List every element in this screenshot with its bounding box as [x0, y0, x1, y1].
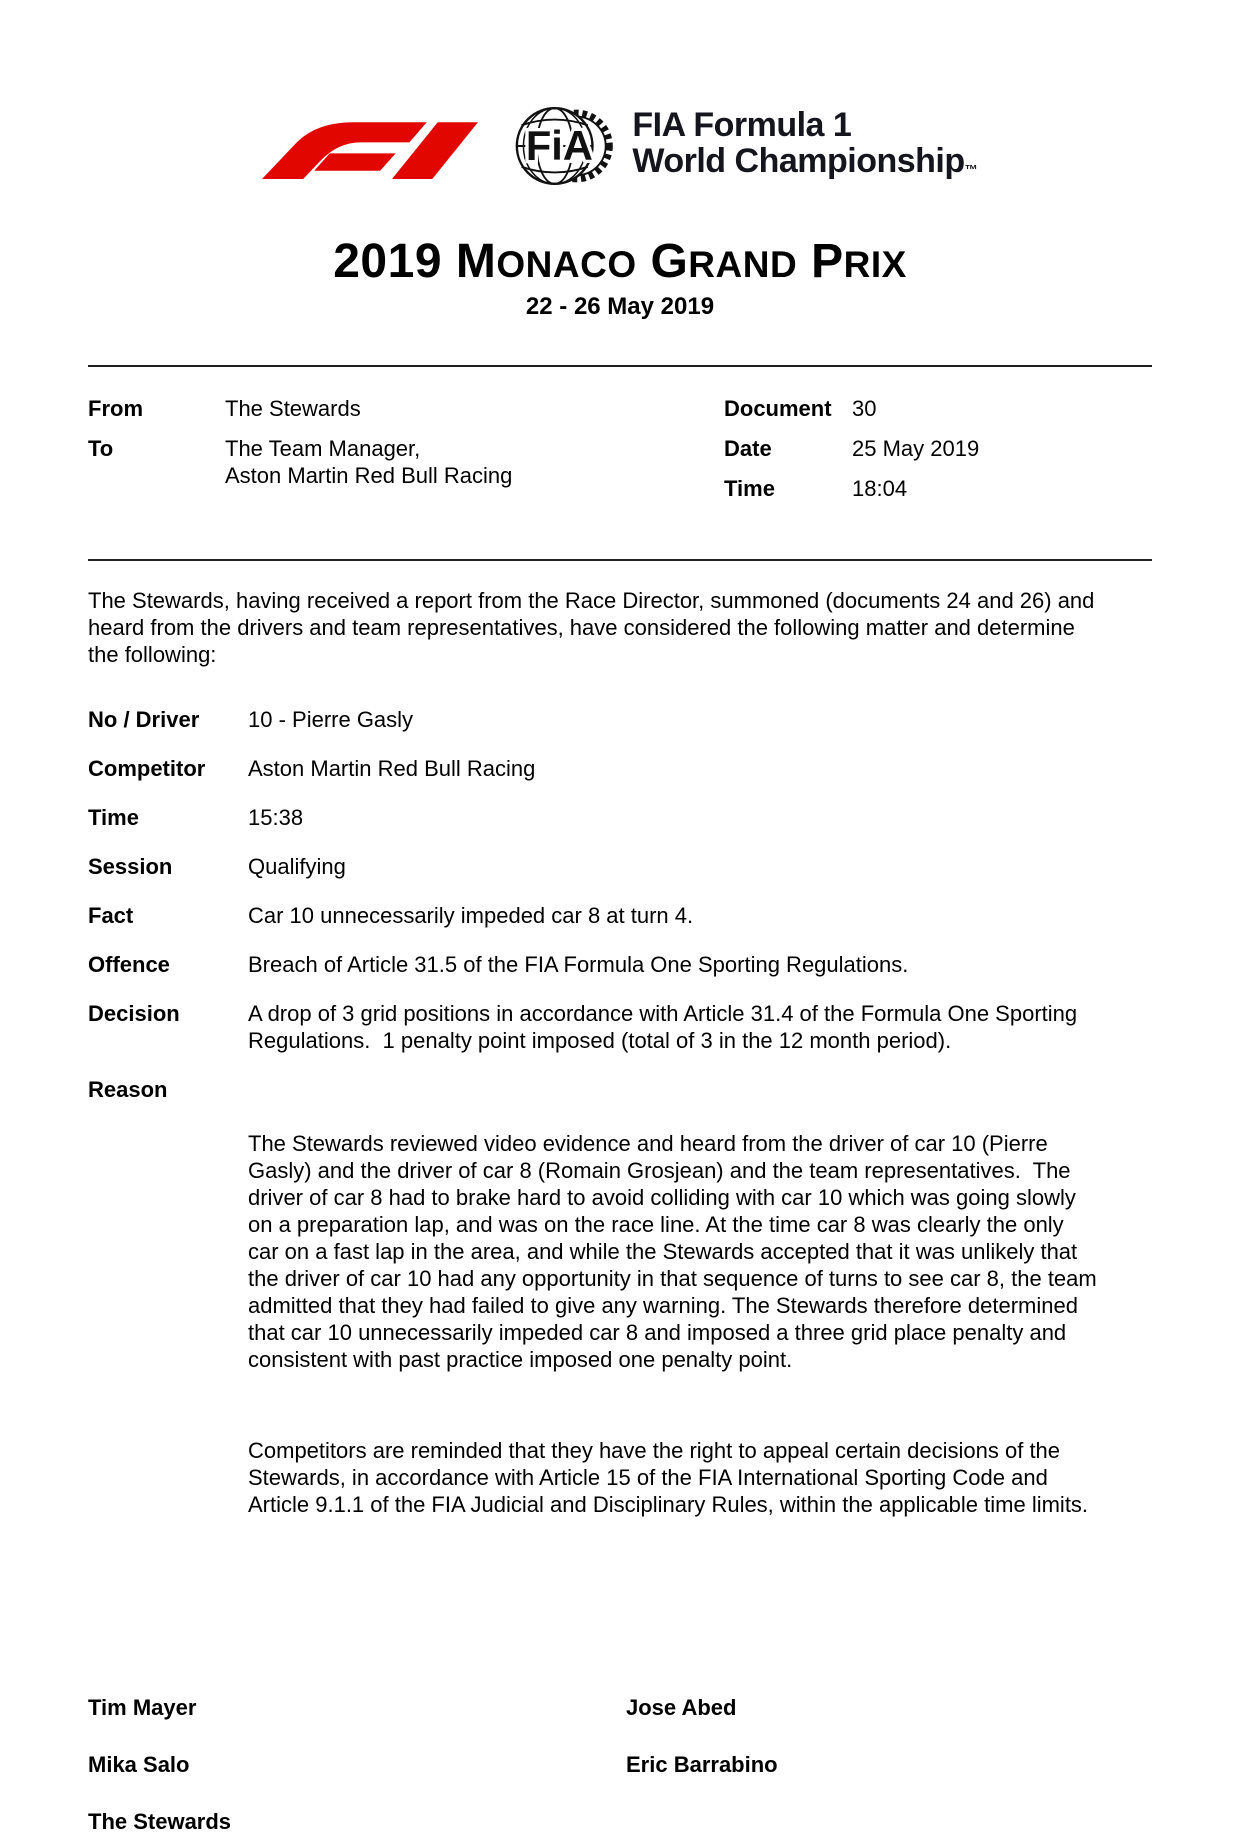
time-value: 18:04 — [852, 476, 908, 501]
f1-logo-icon — [262, 113, 500, 179]
event-dates: 22 - 26 May 2019 — [525, 293, 715, 320]
to-value-line2: Aston Martin Red Bull Racing — [225, 463, 513, 488]
session-value: Qualifying — [248, 854, 346, 879]
field-row-offence — [88, 951, 1152, 978]
brand-line2-wrap — [632, 143, 977, 186]
field-row-session — [88, 853, 1152, 880]
competitor-label: Competitor — [88, 756, 206, 781]
signature-mika-salo: Mika Salo — [88, 1752, 190, 1777]
decision-label: Decision — [88, 1001, 180, 1026]
reason-value — [248, 1076, 1103, 1582]
brand-text — [632, 107, 977, 186]
reason-label: Reason — [88, 1077, 168, 1102]
meta-row-to — [88, 435, 724, 489]
time-label: Time — [724, 476, 775, 501]
fact-value: Car 10 unnecessarily impeded car 8 at turn 4. — [248, 903, 694, 928]
session-time-value: 15:38 — [248, 805, 304, 830]
to-label: To — [88, 436, 114, 461]
session-time-label: Time — [88, 805, 139, 830]
driver-value: 10 - Pierre Gasly — [248, 707, 414, 732]
meta-row-from — [88, 395, 724, 422]
decision-value: A drop of 3 grid positions in accordance with Article 31.4 of the Formula One Sporting Regulations. 1 penalty point imposed (total of 3 in the 12 month period). — [248, 1001, 1084, 1053]
trademark-mark: ™ — [964, 161, 978, 177]
offence-value: Breach of Article 31.5 of the FIA Formula One Sporting Regulations. — [248, 952, 909, 977]
signatures-footer: The Stewards — [88, 1809, 232, 1834]
meta-row-document — [724, 395, 1152, 422]
document-header — [88, 96, 1152, 196]
decision-fields — [88, 706, 1152, 1582]
reason-paragraph-2: Competitors are reminded that they have the right to appeal certain decisions of the Stewards, in accordance with Article 15 of the FIA International Sporting Code and Article 9.1.1 of the FIA Judicial and Disciplinary Rules, within the applicable time limits. — [248, 1438, 1089, 1517]
signature-eric-barrabino: Eric Barrabino — [626, 1752, 778, 1777]
field-row-driver — [88, 706, 1152, 733]
field-row-fact — [88, 902, 1152, 929]
signature-row-2 — [88, 1751, 1152, 1778]
document-label: Document — [724, 396, 832, 421]
fia-monogram: FiA — [526, 122, 594, 170]
offence-label: Offence — [88, 952, 170, 977]
meta-left-column — [88, 395, 724, 515]
page-title: 2019 MONACO GRAND PRIX — [333, 235, 907, 288]
field-row-time — [88, 804, 1152, 831]
meta-row-time — [724, 475, 1152, 502]
brand-line2: World Championship — [632, 141, 965, 180]
signature-tim-mayer: Tim Mayer — [88, 1695, 197, 1720]
competitor-value: Aston Martin Red Bull Racing — [248, 756, 536, 781]
field-row-competitor — [88, 755, 1152, 782]
divider-meta — [88, 559, 1152, 561]
reason-paragraph-1: The Stewards reviewed video evidence and heard from the driver of car 10 (Pierre Gasly) and the driver of car 8 (Romain Grosjean) and the team representatives. The driver of car 8 had to brake hard to avoid colliding with car 10 which was going slowly on a preparation lap, and was on the race line. At the time car 8 was clearly the only car on a fast lap in the area, and while the Stewards accepted that it was unlikely that the driver of car 10 had any opportunity in that sequence of turns to see car 8, the team admitted that they had failed to give any warning. The Stewards therefore determined that car 10 unnecessarily impeded car 8 and imposed a three grid place penalty and consistent with past practice imposed one penalty point. — [248, 1131, 1103, 1372]
date-value: 25 May 2019 — [852, 436, 980, 461]
session-label: Session — [88, 854, 173, 879]
meta-block — [88, 367, 1152, 535]
from-label: From — [88, 396, 143, 421]
meta-row-date — [724, 435, 1152, 462]
document-number: 30 — [852, 396, 877, 421]
field-row-decision — [88, 1000, 1152, 1054]
from-value: The Stewards — [225, 396, 361, 421]
meta-right-column — [724, 395, 1152, 515]
field-row-reason — [88, 1076, 1152, 1582]
to-value-line1: The Team Manager, — [225, 436, 421, 461]
date-label: Date — [724, 436, 772, 461]
fact-label: Fact — [88, 903, 134, 928]
signature-row-1 — [88, 1694, 1152, 1721]
signatures-block — [88, 1694, 1152, 1835]
intro-paragraph: The Stewards, having received a report from the Race Director, summoned (documents 24 and 26) and heard from the drivers and team representatives, have considered the following matter and determine the following: — [88, 588, 1101, 667]
signature-jose-abed: Jose Abed — [626, 1695, 737, 1720]
to-value — [225, 435, 512, 489]
driver-label: No / Driver — [88, 707, 200, 732]
brand-line1: FIA Formula 1 — [632, 105, 852, 144]
fia-logo-icon — [514, 98, 618, 194]
